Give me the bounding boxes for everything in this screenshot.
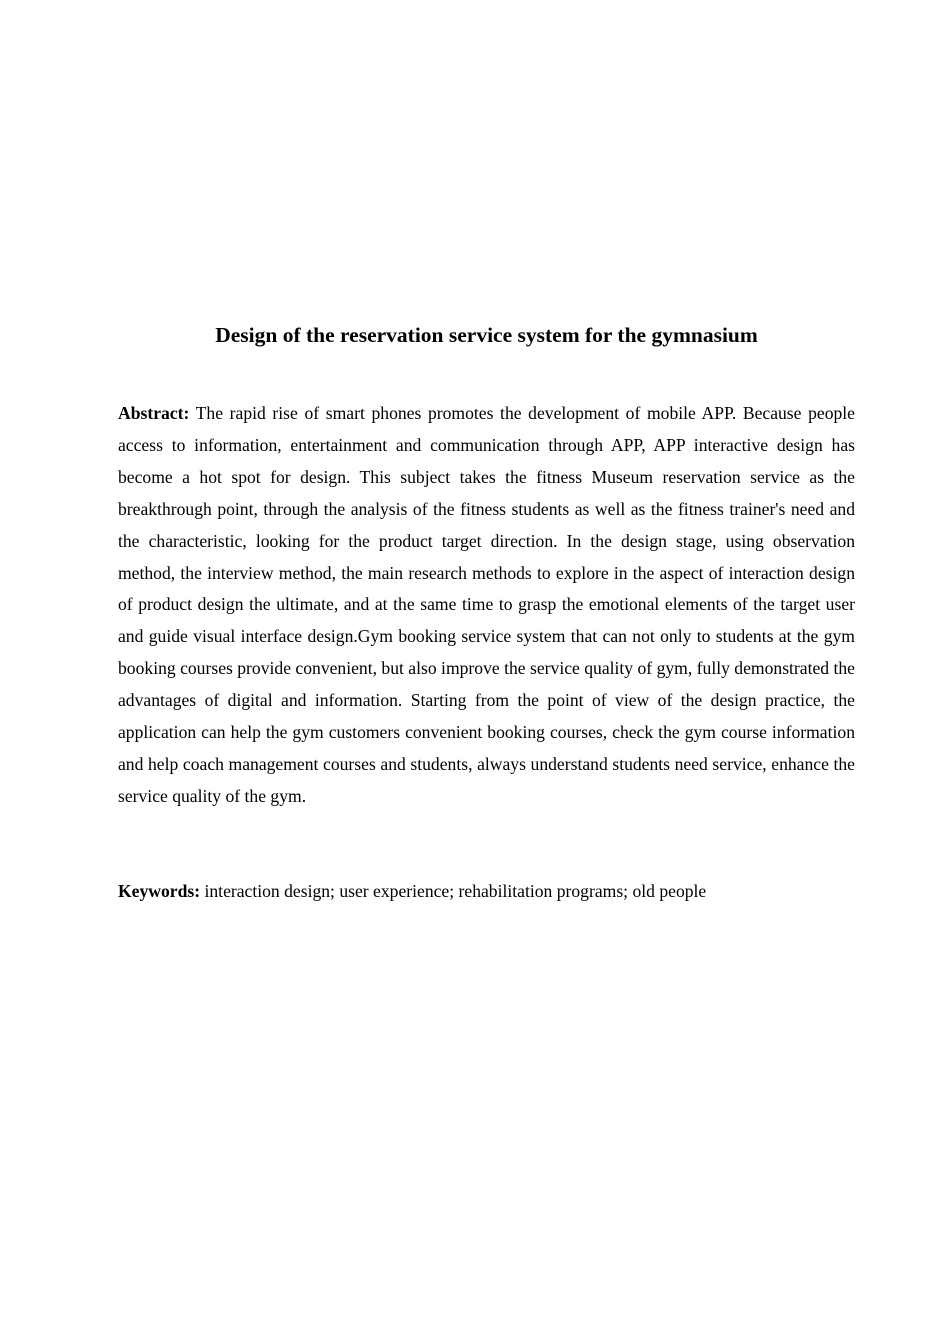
abstract-paragraph <box>118 398 855 813</box>
paper-title: Design of the reservation service system for the gymnasium <box>215 323 758 347</box>
keywords-label: Keywords: <box>118 881 201 901</box>
abstract-label: Abstract: <box>118 403 190 423</box>
keywords-paragraph <box>118 876 855 908</box>
keywords-text: interaction design; user experience; rehabilitation programs; old people <box>204 881 707 901</box>
abstract-text: The rapid rise of smart phones promotes the development of mobile APP. Because people access to information, entertainment and communication through APP, APP interactive design has become a hot spot for design. This subject takes the fitness Museum reservation service as the breakthrough point, through the analysis of the fitness students as well as the fitness trainer's need and the characteristic, looking for the product target direction. In the design stage, using observation method, the interview method, the main research methods to explore in the aspect of interaction design of product design the ultimate, and at the same time to grasp the emotional elements of the target user and guide visual interface design.Gym booking service system that can not only to students at the gym booking courses provide convenient, but also improve the service quality of gym, fully demonstrated the advantages of digital and information. Starting from the point of view of the design practice, the application can help the gym customers convenient booking courses, check the gym course information and help coach management courses and students, always understand students need service, enhance the service quality of the gym. <box>118 403 855 806</box>
